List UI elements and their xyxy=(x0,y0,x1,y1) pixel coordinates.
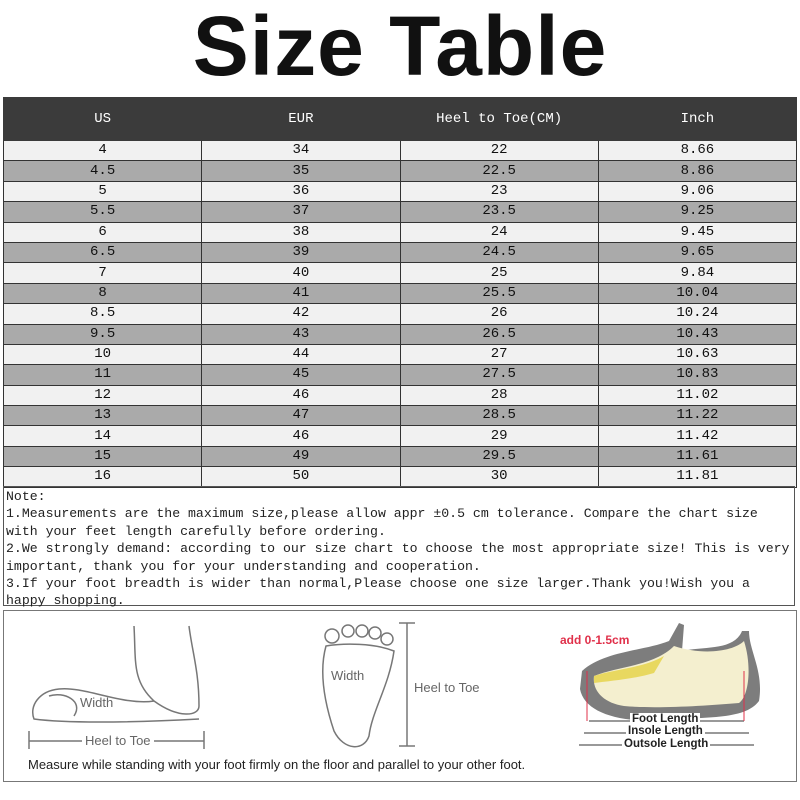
size-table xyxy=(3,97,797,488)
table-cell: 15 xyxy=(4,446,202,466)
table-cell: 25 xyxy=(400,263,598,283)
table-row xyxy=(4,467,797,487)
side-heel-to-toe-label: Heel to Toe xyxy=(82,733,154,748)
table-cell: 22 xyxy=(400,141,598,161)
table-cell: 4 xyxy=(4,141,202,161)
table-cell: 11 xyxy=(4,365,202,385)
table-row xyxy=(4,365,797,385)
top-width-label: Width xyxy=(331,668,365,683)
table-cell: 23.5 xyxy=(400,202,598,222)
note-item: 3.If your foot breadth is wider than normal,Please choose one size larger.Thank you!Wish you a happy shopping. xyxy=(6,576,758,609)
table-cell: 11.42 xyxy=(598,426,796,446)
table-cell: 8.66 xyxy=(598,141,796,161)
table-cell: 26 xyxy=(400,304,598,324)
table-row xyxy=(4,161,797,181)
table-cell: 8.86 xyxy=(598,161,796,181)
notes-heading: Note: xyxy=(6,489,46,504)
insole-length-label: Insole Length xyxy=(628,725,703,737)
table-row xyxy=(4,304,797,324)
table-cell: 8 xyxy=(4,283,202,303)
table-cell: 10.63 xyxy=(598,344,796,364)
table-cell: 23 xyxy=(400,181,598,201)
table-cell: 9.5 xyxy=(4,324,202,344)
table-cell: 27 xyxy=(400,344,598,364)
table-cell: 28.5 xyxy=(400,406,598,426)
table-cell: 8.5 xyxy=(4,304,202,324)
table-cell: 38 xyxy=(202,222,400,242)
table-cell: 43 xyxy=(202,324,400,344)
table-cell: 35 xyxy=(202,161,400,181)
table-row xyxy=(4,344,797,364)
column-header: US xyxy=(4,98,202,141)
table-row xyxy=(4,283,797,303)
table-row xyxy=(4,406,797,426)
table-cell: 14 xyxy=(4,426,202,446)
table-cell: 6.5 xyxy=(4,242,202,262)
top-heel-to-toe-label: Heel to Toe xyxy=(414,680,480,695)
table-cell: 22.5 xyxy=(400,161,598,181)
table-cell: 41 xyxy=(202,283,400,303)
column-header: Heel to Toe(CM) xyxy=(400,98,598,141)
table-cell: 44 xyxy=(202,344,400,364)
table-cell: 9.45 xyxy=(598,222,796,242)
table-row xyxy=(4,446,797,466)
table-cell: 46 xyxy=(202,426,400,446)
page-title: Size Table xyxy=(192,0,608,93)
table-cell: 13 xyxy=(4,406,202,426)
table-cell: 28 xyxy=(400,385,598,405)
table-cell: 12 xyxy=(4,385,202,405)
table-cell: 29.5 xyxy=(400,446,598,466)
table-row xyxy=(4,141,797,161)
table-header-row xyxy=(4,98,797,141)
column-header: EUR xyxy=(202,98,400,141)
table-row xyxy=(4,426,797,446)
table-cell: 10.04 xyxy=(598,283,796,303)
note-item: 2.We strongly demand: according to our size chart to choose the most appropriate size! This is very important, thank you for your understanding and cooperation. xyxy=(6,541,798,574)
table-cell: 10.43 xyxy=(598,324,796,344)
table-row xyxy=(4,242,797,262)
table-cell: 39 xyxy=(202,242,400,262)
note-item: 1.Measurements are the maximum size,please allow appr ±0.5 cm tolerance. Compare the chart size with your feet length carefully before ordering. xyxy=(6,506,766,539)
table-cell: 11.02 xyxy=(598,385,796,405)
shoe-add-label: add 0-1.5cm xyxy=(560,633,630,647)
table-cell: 6 xyxy=(4,222,202,242)
table-cell: 30 xyxy=(400,467,598,487)
top-foot-icon xyxy=(323,623,415,747)
table-cell: 46 xyxy=(202,385,400,405)
table-cell: 36 xyxy=(202,181,400,201)
table-cell: 50 xyxy=(202,467,400,487)
table-cell: 4.5 xyxy=(4,161,202,181)
measurement-caption: Measure while standing with your foot firmly on the floor and parallel to your other foot. xyxy=(28,757,526,772)
table-cell: 24.5 xyxy=(400,242,598,262)
table-cell: 9.25 xyxy=(598,202,796,222)
table-row xyxy=(4,181,797,201)
column-header: Inch xyxy=(598,98,796,141)
notes-section xyxy=(3,486,798,609)
table-cell: 37 xyxy=(202,202,400,222)
table-row xyxy=(4,202,797,222)
table-cell: 16 xyxy=(4,467,202,487)
foot-length-label: Foot Length xyxy=(632,713,699,725)
side-foot-icon xyxy=(29,626,204,749)
table-cell: 7 xyxy=(4,263,202,283)
table-cell: 42 xyxy=(202,304,400,324)
table-row xyxy=(4,324,797,344)
table-cell: 26.5 xyxy=(400,324,598,344)
table-cell: 11.61 xyxy=(598,446,796,466)
table-cell: 11.22 xyxy=(598,406,796,426)
table-cell: 25.5 xyxy=(400,283,598,303)
table-row xyxy=(4,263,797,283)
table-cell: 29 xyxy=(400,426,598,446)
table-row xyxy=(4,222,797,242)
outsole-length-label: Outsole Length xyxy=(624,738,709,750)
side-width-label: Width xyxy=(80,695,114,710)
table-cell: 5 xyxy=(4,181,202,201)
table-cell: 10 xyxy=(4,344,202,364)
table-cell: 47 xyxy=(202,406,400,426)
table-row xyxy=(4,385,797,405)
table-cell: 5.5 xyxy=(4,202,202,222)
table-cell: 11.81 xyxy=(598,467,796,487)
table-cell: 9.84 xyxy=(598,263,796,283)
table-cell: 9.06 xyxy=(598,181,796,201)
table-cell: 10.24 xyxy=(598,304,796,324)
table-cell: 27.5 xyxy=(400,365,598,385)
table-cell: 10.83 xyxy=(598,365,796,385)
table-cell: 24 xyxy=(400,222,598,242)
table-cell: 45 xyxy=(202,365,400,385)
table-cell: 9.65 xyxy=(598,242,796,262)
table-cell: 40 xyxy=(202,263,400,283)
table-cell: 49 xyxy=(202,446,400,466)
table-cell: 34 xyxy=(202,141,400,161)
